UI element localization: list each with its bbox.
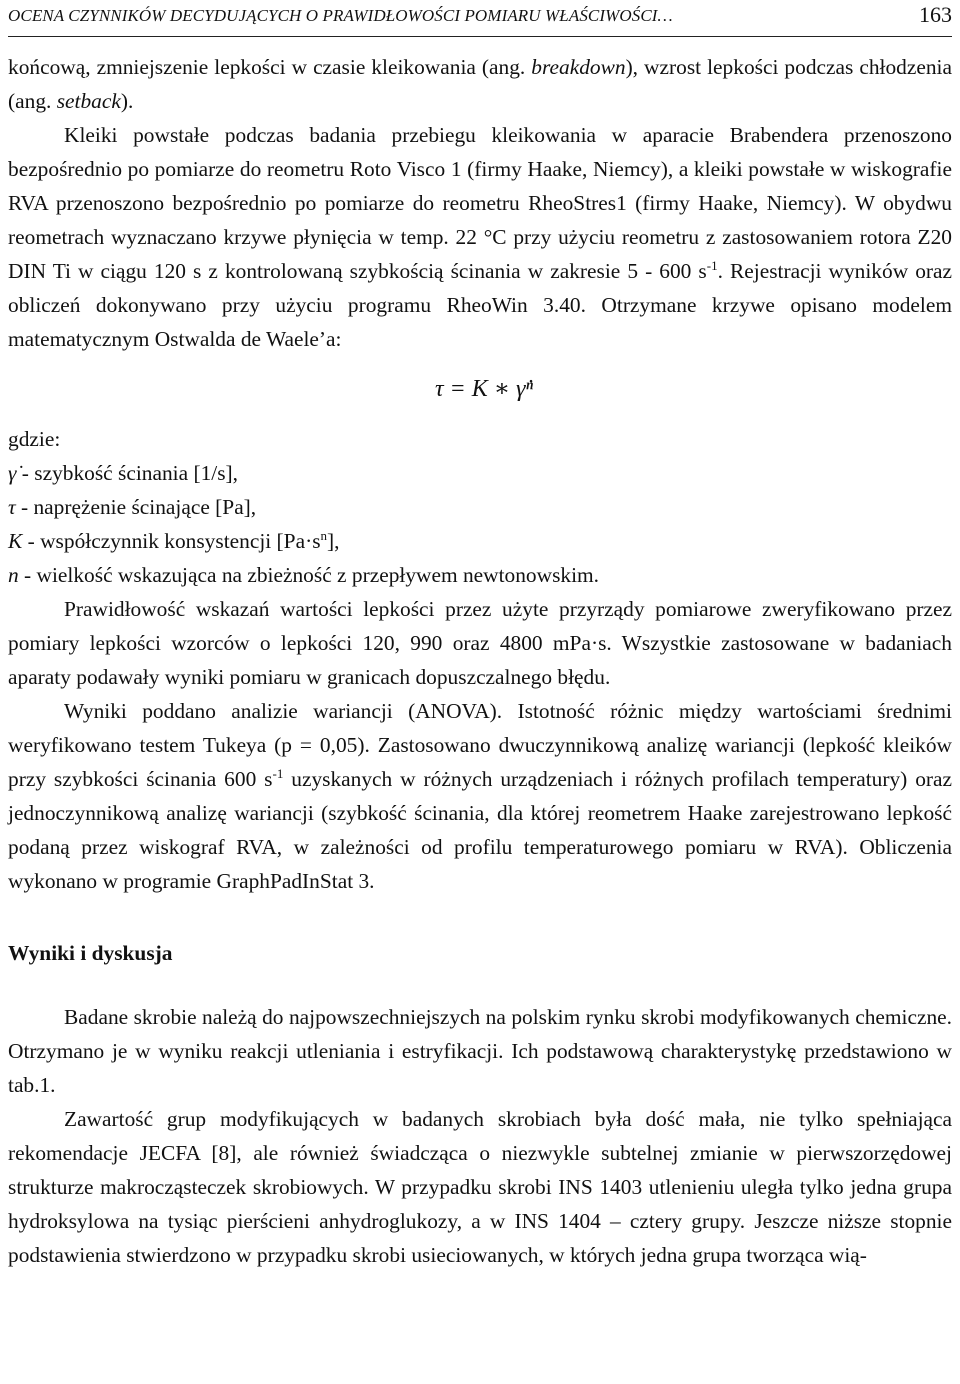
superscript: -1	[706, 258, 718, 273]
paragraph-methods	[8, 118, 952, 356]
text-run: Kleiki powstałe podczas badania przebiegu kleikowania w aparacie Brabendera przenoszono bezpośrednio po pomiarze do reometru Roto Visco 1 (firmy Haake, Niemcy), a kleiki powstałe w wiskografie RVA przenoszono bezpośrednio po pomiarze do reometru RheoStres1 (firmy Haake, Niemcy). W obydwu reometrach wyznaczano krzywe płynięcia w temp. 22 °C przy użyciu reometru z zastosowaniem rotora Z20 DIN Ti w ciągu 120 s z kontrolowaną szybkością ścinania w zakresie 5 - 600 s	[8, 123, 952, 283]
definition-text: - naprężenie ścinające [Pa],	[15, 495, 257, 519]
paragraph-statistics	[8, 694, 952, 898]
definition-text: - szybkość ścinania [1/s],	[16, 461, 239, 485]
term-breakdown: breakdown	[531, 55, 626, 79]
paragraph-results-2: Zawartość grup modyfikujących w badanych skrobiach była dość mała, nie tylko spełniająca rekomendacje JECFA [8], ale również świadcząca o niezwykle subtelnej zmianie w pierwszorzędowej strukturze makrocząsteczek skrobiowych. W przypadku skrobi INS 1403 utlenieniu uległa tylko jedna grupa hydroksylowa na tysiąc pierścieni anhydroglukozy, a w INS 1404 – cztery grupy. Jeszcze niższe stopnie podstawienia stwierdzono w przypadku skrobi usieciowanych, w których jedna grupa tworząca wią-	[8, 1107, 952, 1267]
definition-item	[8, 456, 952, 490]
running-title: OCENA CZYNNIKÓW DECYDUJĄCYCH O PRAWIDŁOWOŚCI POMIARU WŁAŚCIWOŚCI…	[8, 6, 673, 25]
page-body	[8, 50, 952, 1272]
paragraph-results-1: Badane skrobie należą do najpowszechniejszych na polskim rynku skrobi modyfikowanych chemiczne. Otrzymano je w wyniku reakcji utleniania i estryfikacji. Ich podstawową charakterystykę przedstawiono w tab.1.	[8, 1005, 952, 1097]
running-header	[8, 0, 952, 37]
equation-ostwald: τ = K ∗ γ̇ⁿ	[434, 376, 534, 402]
definition-item	[8, 490, 952, 524]
superscript: n	[320, 528, 328, 543]
text-run: uzyskanych w różnych urządzeniach i różnych profilach temperatury) oraz jednoczynnikową analizę wariancji (szybkość ścinania, dla której reometrem Haake zarejestrowano lepkość podaną przez wiskograf RVA, w zależności od profilu temperaturowego pomiaru w RVA). Obliczenia wykonano w programie GraphPadInStat 3.	[8, 767, 952, 893]
symbol: γ̇	[8, 461, 17, 485]
definition-text: - współczynnik konsystencji [Pa·s	[22, 529, 321, 553]
superscript: -1	[272, 766, 284, 781]
text-run: Wyniki poddano analizie wariancji (ANOVA). Istotność różnic między wartościami średnimi weryfikowano testem Tukeya (p = 0,05). Zastosowano dwuczynnikową analizę wariancji (lepkość kleików przy szybkości ścinania 600 s	[8, 699, 952, 791]
text-run: ), wzrost lepkości podczas chłodzenia (ang.	[8, 55, 952, 113]
symbol: n	[8, 563, 19, 587]
text-run: ).	[120, 89, 134, 113]
definitions-list	[8, 422, 952, 592]
definition-item	[8, 558, 952, 592]
definition-text: ],	[327, 529, 340, 553]
symbol: τ	[8, 495, 16, 519]
symbol: K	[8, 529, 23, 553]
definitions-intro: gdzie:	[8, 427, 61, 451]
term-setback: setback	[56, 89, 121, 113]
page-number: 163	[919, 2, 952, 27]
paragraph-continuation	[8, 50, 952, 118]
text-run: końcową, zmniejszenie lepkości w czasie kleikowania (ang.	[8, 55, 532, 79]
definition-item	[8, 524, 952, 558]
text-run: . Rejestracji wyników oraz obliczeń dokonywano przy użyciu programu RheoWin 3.40. Otrzymane krzywe opisano modelem matematycznym Ostwalda de Waele’a:	[8, 259, 953, 351]
section-heading: Wyniki i dyskusja	[8, 941, 173, 965]
definition-text: - wielkość wskazująca na zbieżność z przepływem newtonowskim.	[18, 563, 600, 587]
paragraph-verification: Prawidłowość wskazań wartości lepkości przez użyte przyrządy pomiarowe zweryfikowano przez pomiary lepkości wzorców o lepkości 120, 990 oraz 4800 mPa·s. Wszystkie zastosowane w badaniach aparaty podawały wyniki pomiaru w granicach dopuszczalnego błędu.	[8, 597, 952, 689]
